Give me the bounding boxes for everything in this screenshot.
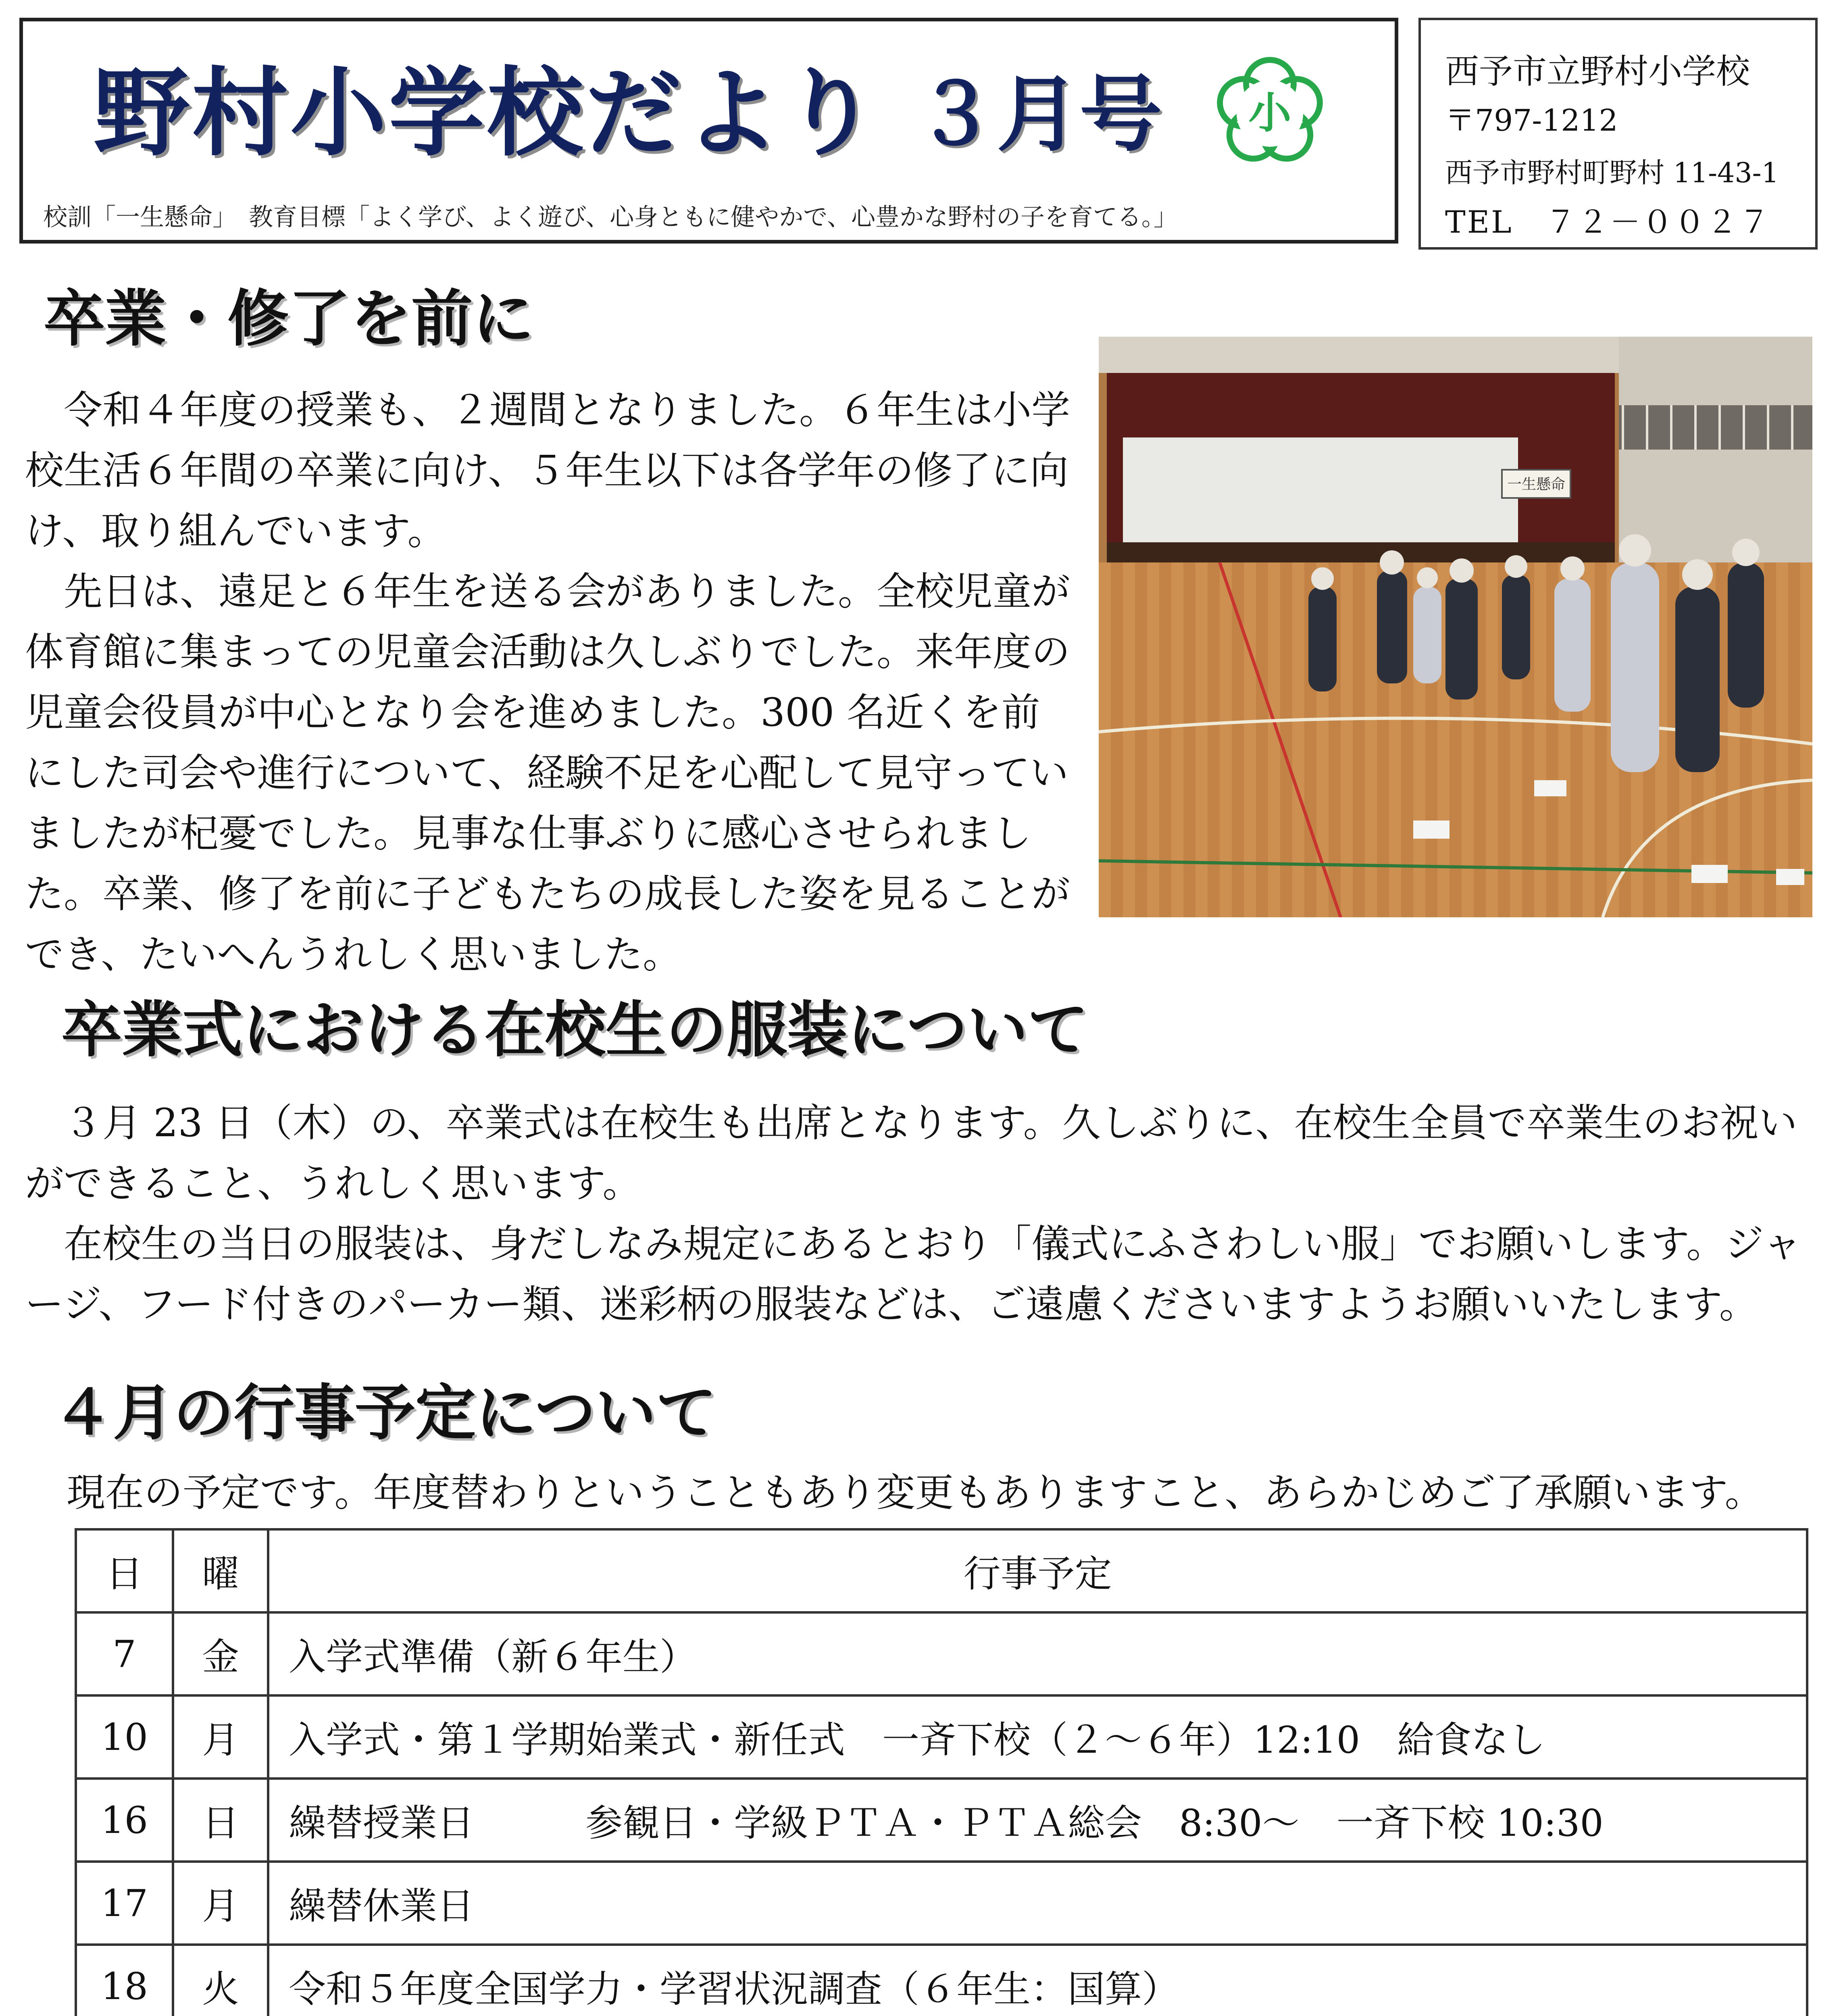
section-body-dress-code <box>25 1093 1815 1335</box>
school-motto: 校訓「一生懸命」 教育目標「よく学び、よく遊び、心身ともに健やかで、心豊かな野村の子を育てる。」 <box>43 203 1178 231</box>
school-name: 西予市立野村小学校 <box>1445 52 1750 91</box>
table-row <box>76 1612 1807 1695</box>
paragraph: 在校生の当日の服装は、身だしなみ規定にあるとおり「儀式にふさわしい服」でお願いします。ジャージ、フード付きのパーカー類、迷彩柄の服装などは、ご遠慮くださいますようお願いいたします。 <box>25 1221 1802 1327</box>
gym-event-photo <box>1099 337 1812 917</box>
cell-day: 7 <box>76 1612 173 1695</box>
cell-event: 繰替授業日 参観日・学級ＰＴＡ・ＰＴＡ総会 8:30～ 一斉下校 10:30 <box>268 1779 1807 1862</box>
table-row <box>76 1945 1807 2016</box>
paragraph: ３月 23 日（木）の、卒業式は在校生も出席となります。久しぶりに、在校生全員で卒業生のお祝いができること、うれしく思います。 <box>25 1100 1797 1206</box>
masthead <box>19 18 1398 244</box>
cell-event: 入学式準備（新６年生） <box>268 1612 1807 1695</box>
april-schedule-table <box>75 1528 1808 2016</box>
cell-weekday: 日 <box>173 1779 268 1862</box>
cell-weekday: 火 <box>173 1945 268 2016</box>
cell-day: 18 <box>76 1945 173 2016</box>
cell-day: 10 <box>76 1695 173 1779</box>
emblem-glyph: 小 <box>1248 88 1291 138</box>
cell-day: 16 <box>76 1779 173 1862</box>
cell-event: 令和５年度全国学力・学習状況調査（６年生：国算） <box>268 1945 1807 2016</box>
cell-event: 入学式・第１学期始業式・新任式 一斉下校（２～６年）12:10 給食なし <box>268 1695 1807 1779</box>
cell-day: 17 <box>76 1862 173 1945</box>
table-row <box>76 1695 1807 1779</box>
section-heading-dress-code: 卒業式における在校生の服装について <box>61 995 1089 1065</box>
paragraph: 先日は、遠足と６年生を送る会がありました。全校児童が体育館に集まっての児童会活動は久しぶりでした。来年度の児童会役員が中心となり会を進めました。300 名近くを前にした司会や進行について、経験不足を心配して見守っていましたが杞憂でした。見事な仕事ぶりに感心させられました。卒業、修了を前に子どもたちの成長した姿を見ることができ、たいへんうれしく思いました。 <box>25 569 1070 977</box>
section-heading-graduation: 卒業・修了を前に <box>44 283 534 354</box>
table-row <box>76 1779 1807 1862</box>
column-header-event: 行事予定 <box>268 1529 1807 1612</box>
column-header-weekday: 曜 <box>173 1529 268 1612</box>
newsletter-title: 野村小学校だより <box>94 58 881 169</box>
table-row <box>76 1862 1807 1945</box>
photo-banner-text: 一生懸命 <box>1507 476 1566 493</box>
cell-event: 繰替休業日 <box>268 1862 1807 1945</box>
section-body-graduation <box>25 380 1073 985</box>
column-header-day: 日 <box>76 1529 173 1612</box>
section-heading-april-schedule: ４月の行事予定について <box>52 1378 717 1448</box>
cell-weekday: 月 <box>173 1862 268 1945</box>
table-header-row <box>76 1529 1807 1612</box>
school-emblem-icon <box>1210 52 1329 171</box>
cell-weekday: 月 <box>173 1695 268 1779</box>
address-box <box>1418 18 1818 250</box>
telephone: TEL ７２－００２７ <box>1445 204 1771 240</box>
paragraph: 令和４年度の授業も、２週間となりました。６年生は小学校生活６年間の卒業に向け、５年生以下は各学年の修了に向け、取り組んでいます。 <box>25 387 1070 554</box>
postal-code: 〒797-1212 <box>1445 103 1618 138</box>
issue-label: ３月号 <box>914 67 1162 163</box>
street-address: 西予市野村町野村 11-43-1 <box>1445 157 1779 189</box>
schedule-intro: 現在の予定です。年度替わりということもあり変更もありますこと、あらかじめご了承願います。 <box>67 1470 1764 1515</box>
cell-weekday: 金 <box>173 1612 268 1695</box>
